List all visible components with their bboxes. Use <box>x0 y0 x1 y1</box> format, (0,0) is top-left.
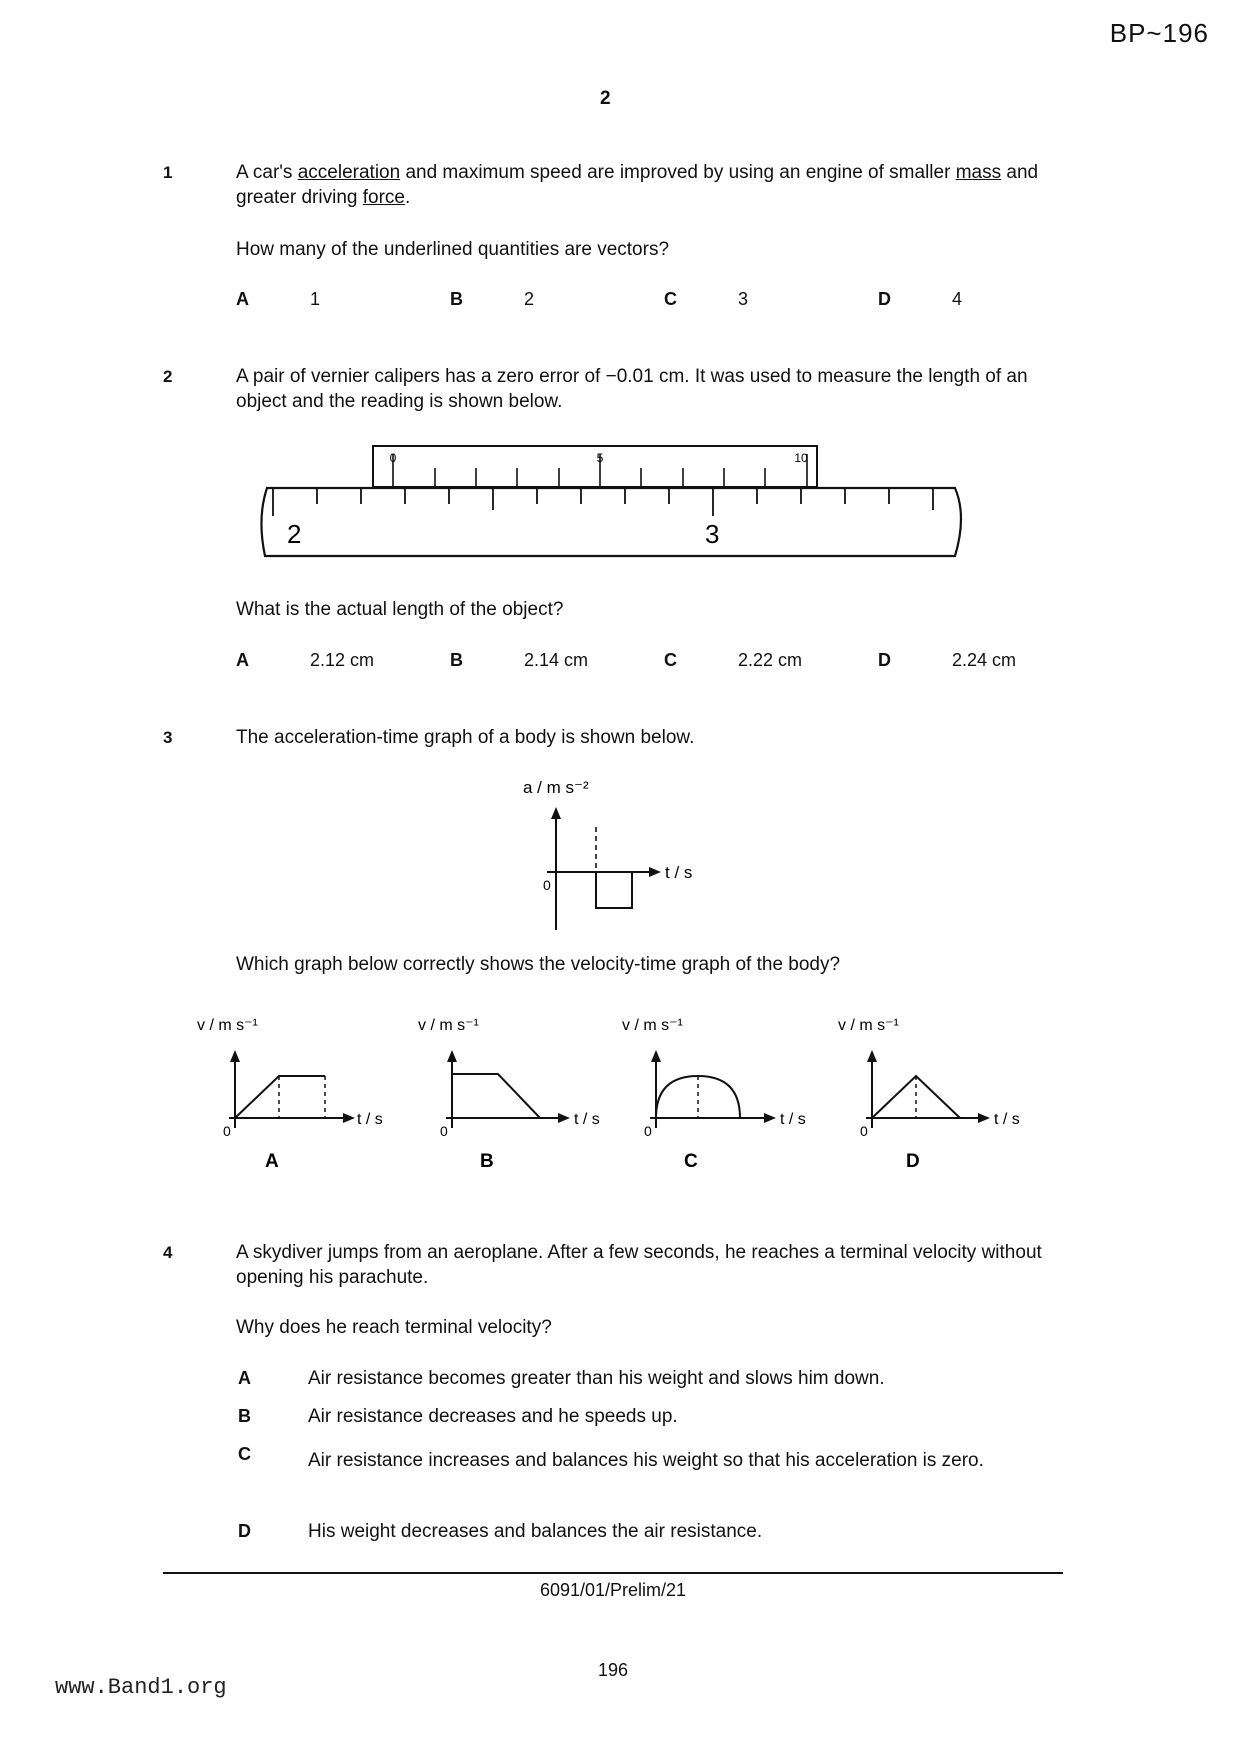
vernier-caliper-figure <box>255 438 970 558</box>
option-b-letter: B <box>450 289 463 309</box>
stem-text: . <box>404 187 411 208</box>
option-a-letter: A <box>236 650 249 670</box>
option-c-letter: C <box>238 1444 251 1464</box>
option-a-letter: A <box>238 1368 251 1388</box>
option-a-letter: A <box>265 1151 279 1170</box>
velocity-graph-option-b <box>410 1010 615 1170</box>
vernier-scale <box>373 446 817 487</box>
option-b-origin: 0 <box>440 1123 448 1139</box>
page-number-top: 2 <box>600 88 611 109</box>
x-axis-arrow <box>558 1113 570 1123</box>
graph-origin: 0 <box>543 877 551 893</box>
option-c-letter: C <box>684 1151 698 1170</box>
question-4-stem: A skydiver jumps from an aeroplane. After a few seconds, he reaches a terminal velocity without opening his parachute. <box>236 1242 1042 1288</box>
option-a-x-label: t / s <box>357 1111 383 1128</box>
paper-code: 6091/01/Prelim/21 <box>539 1580 687 1600</box>
option-a-text: Air resistance becomes greater than his weight and slows him down. <box>308 1368 885 1389</box>
graph-x-label: t / s <box>665 863 693 882</box>
graph-y-label: a / m s⁻² <box>523 778 589 797</box>
option-b-letter: B <box>480 1151 494 1170</box>
underlined-quantity: mass <box>955 162 1002 183</box>
option-b-letter: B <box>238 1406 251 1426</box>
question-1-stem <box>236 160 1058 210</box>
main-scale-ticks <box>273 488 933 516</box>
option-b-value: 2.14 cm <box>524 650 589 670</box>
negative-acceleration-segment <box>596 872 632 908</box>
option-c-value: 2.22 cm <box>738 650 803 670</box>
question-2-number: 2 <box>163 367 173 386</box>
option-b-x-label: t / s <box>574 1111 600 1128</box>
footer-rule <box>163 1572 1063 1574</box>
question-3-number: 3 <box>163 728 173 747</box>
x-axis-arrow <box>764 1113 776 1123</box>
option-d-x-label: t / s <box>994 1111 1020 1128</box>
option-d-letter: D <box>878 650 891 670</box>
y-axis-arrow <box>230 1050 240 1062</box>
underlined-quantity: acceleration <box>297 162 401 183</box>
question-1-number: 1 <box>163 163 173 182</box>
acceleration-time-graph <box>515 775 715 935</box>
y-axis-arrow <box>447 1050 457 1062</box>
vernier-label-10: 10 <box>794 451 808 465</box>
option-b-text: Air resistance decreases and he speeds up. <box>308 1406 678 1427</box>
underlined-quantity: force <box>362 187 405 208</box>
option-b-letter: B <box>450 650 463 670</box>
velocity-graph-option-d <box>830 1010 1040 1170</box>
velocity-graph-option-a <box>195 1010 400 1170</box>
vernier-label-5: 5 <box>596 451 604 465</box>
option-a-y-label: v / m s⁻¹ <box>197 1017 258 1034</box>
question-1-prompt: How many of the underlined quantities are vectors? <box>236 239 670 260</box>
question-4-prompt: Why does he reach terminal velocity? <box>236 1317 552 1338</box>
document-code: BP~196 <box>1109 18 1209 48</box>
option-a-origin: 0 <box>223 1123 231 1139</box>
main-scale-label-2: 2 <box>287 519 302 549</box>
velocity-graph-option-c <box>620 1010 825 1170</box>
main-scale-label-3: 3 <box>705 519 720 549</box>
stem-text: and greater driving <box>236 162 1039 208</box>
vernier-label-0: 0 <box>389 451 397 465</box>
option-d-letter: D <box>238 1521 251 1541</box>
x-axis-arrow <box>343 1113 355 1123</box>
y-axis-arrow <box>867 1050 877 1062</box>
question-4-number: 4 <box>163 1243 173 1262</box>
x-axis-arrow <box>978 1113 990 1123</box>
option-c-origin: 0 <box>644 1123 652 1139</box>
stem-text: and maximum speed are improved by using an engine of smaller <box>400 162 956 183</box>
option-d-letter: D <box>906 1151 920 1170</box>
option-a-value: 1 <box>310 289 321 309</box>
main-scale <box>261 488 961 556</box>
option-c-y-label: v / m s⁻¹ <box>622 1017 683 1034</box>
y-axis-arrow <box>551 807 561 819</box>
option-c-letter: C <box>664 650 677 670</box>
stem-text: A car's <box>236 162 298 183</box>
x-axis-arrow <box>649 867 661 877</box>
question-2-prompt: What is the actual length of the object? <box>236 599 564 620</box>
option-b-y-label: v / m s⁻¹ <box>418 1017 479 1034</box>
option-d-value: 4 <box>952 289 963 309</box>
option-b-value: 2 <box>524 289 535 309</box>
question-3-stem: The acceleration-time graph of a body is shown below. <box>236 727 695 748</box>
option-c-x-label: t / s <box>780 1111 806 1128</box>
page-number-bottom: 196 <box>597 1660 629 1680</box>
option-d-text: His weight decreases and balances the air resistance. <box>308 1521 763 1542</box>
option-c-letter: C <box>664 289 677 309</box>
option-c-text: Air resistance increases and balances his weight so that his acceleration is zero. <box>308 1450 984 1471</box>
question-2-stem: A pair of vernier calipers has a zero error of −0.01 cm. It was used to measure the length of an object and the reading is shown below. <box>236 366 1028 412</box>
option-d-value: 2.24 cm <box>952 650 1017 670</box>
option-d-origin: 0 <box>860 1123 868 1139</box>
velocity-curve <box>235 1076 325 1118</box>
option-d-letter: D <box>878 289 891 309</box>
question-3-prompt: Which graph below correctly shows the velocity-time graph of the body? <box>236 954 841 975</box>
option-a-letter: A <box>236 289 249 309</box>
velocity-curve <box>452 1074 540 1118</box>
y-axis-arrow <box>651 1050 661 1062</box>
option-a-value: 2.12 cm <box>310 650 375 670</box>
option-c-value: 3 <box>738 289 749 309</box>
watermark: www.Band1.org <box>55 1675 227 1700</box>
option-d-y-label: v / m s⁻¹ <box>838 1017 899 1034</box>
